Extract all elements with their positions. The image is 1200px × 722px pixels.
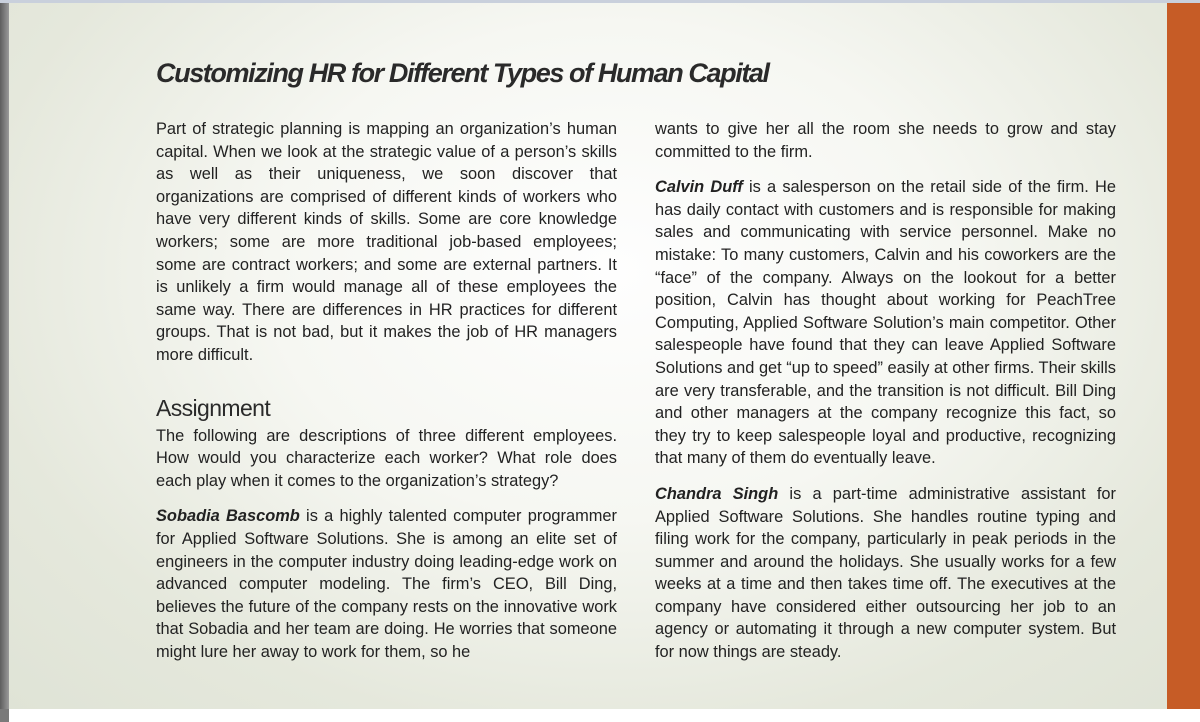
intro-paragraph: Part of strategic planning is mapping an organization’s human capital. When we look at the strategic value of a person’s skills as well as their uniqueness, we soon discover that organizations are comprised of different kinds of workers who have very different kinds of skills. Some are core knowledge workers; some are more traditional job-based employees; some are contract workers; and some are external partners. It is unlikely a firm would manage all of these employees the same way. There are differences in HR practices for different groups. That is not bad, but it makes the job of HR managers more difficult. <box>156 120 617 364</box>
chandra-description: is a part-time administrative assistant for Applied Software Solutions. She handles routine typing and filing work for the company, particularly in peak periods in the summer and around the holidays. She usually works for a few weeks at a time and then takes time off. The executives at the company have considered either outsourcing her job to an agency or automating it through a new computer system. But for now things are steady. <box>655 484 1116 662</box>
page-bottom-strip <box>0 709 1200 722</box>
calvin-name: Calvin Duff <box>655 178 743 197</box>
page-title: Customizing HR for Different Types of Human Capital <box>156 58 769 88</box>
sobadia-continuation: wants to give her all the room she needs to grow and stay committed to the firm. <box>655 120 1116 161</box>
chandra-name: Chandra Singh <box>655 484 779 503</box>
sobadia-description: is a highly talented computer programmer for Applied Software Solutions. She is among an elite set of engineers in the computer industry doing leading-edge work on advanced computer modeling. The firm’s CEO, Bill Ding, believes the future of the company rests on the innovative work that Sobadia and her team are doing. He worries that someone might lure her away to work for them, so he <box>156 507 618 661</box>
calvin-description: is a salesperson on the retail side of the firm. He has daily contact with customers and is responsible for making sales and communicating with service personnel. Make no mistake: To many customers, Calvin and his coworkers are the “face” of the company. Always on the lookout for a better position, Calvin has thought about working for PeachTree Computing, Applied Software Solution’s main competitor. Other salespeople have found that they can leave Applied Software Solutions and get “up to speed” easily at other firms. Their skills are very transferable, and the transition is not difficult. Bill Ding and other managers at the company recognize this fact, so they try to keep salespeople loyal and productive, recognizing that many of them do eventually leave. <box>655 178 1116 468</box>
page-side-accent-bar <box>1167 3 1200 709</box>
sobadia-name: Sobadia Bascomb <box>156 507 300 526</box>
left-column <box>156 118 617 663</box>
viewer-left-edge <box>0 0 9 722</box>
sobadia-paragraph <box>156 505 617 663</box>
assignment-paragraph: The following are descriptions of three different employees. How would you characterize each worker? What role does each play when it comes to the organization’s strategy? <box>156 426 617 490</box>
chandra-paragraph <box>655 483 1116 664</box>
calvin-paragraph <box>655 176 1116 470</box>
right-column <box>655 118 1116 664</box>
assignment-heading: Assignment <box>156 394 271 421</box>
